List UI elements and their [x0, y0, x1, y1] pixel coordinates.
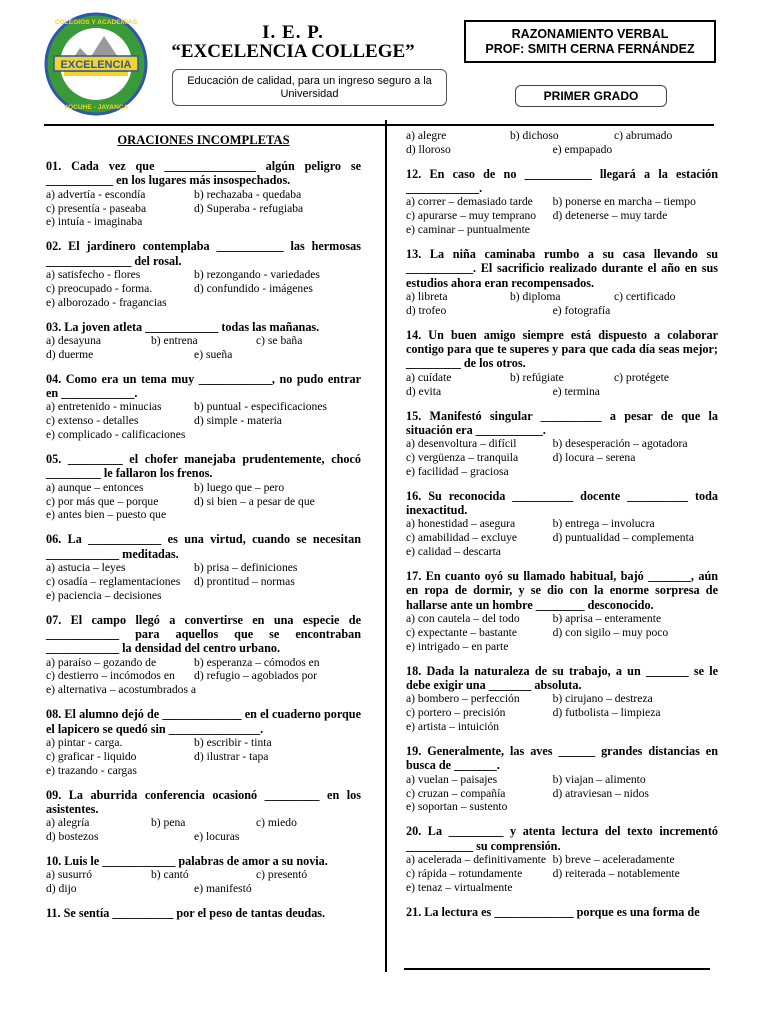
answer-option: c) apurarse – muy temprano: [406, 209, 537, 223]
question-item: [46, 707, 361, 777]
answer-option: a) correr – demasiado tarde: [406, 195, 533, 209]
answer-option: a) honestidad – asegura: [406, 517, 516, 531]
question-stem: 20. La _________ y atenta lectura del texto incrementó ___________ su comprensión.: [406, 824, 718, 853]
option-row: [406, 385, 718, 399]
question-item: [406, 129, 718, 157]
answer-option: e) alternativa – acostumbrados a: [46, 683, 197, 697]
answer-option: c) graficar - liquido: [46, 749, 137, 763]
answer-option: a) cuídate: [406, 370, 452, 384]
answer-options: [406, 290, 718, 318]
option-row: [406, 881, 718, 895]
answer-options: [406, 129, 718, 157]
option-row: [46, 561, 361, 575]
answer-option: e) termina: [552, 384, 600, 398]
option-row: [46, 202, 361, 216]
answer-option: e) caminar – puntualmente: [406, 223, 530, 237]
answer-option: b) entrena: [151, 333, 198, 347]
answer-options: [406, 612, 718, 654]
logo-band-text: EXCELENCIA: [60, 59, 132, 71]
answer-options: [406, 773, 718, 815]
option-row: [46, 656, 361, 670]
answer-option: e) manifestó: [194, 882, 252, 896]
answer-option: d) bostezos: [46, 830, 99, 844]
answer-option: d) simple - materia: [194, 414, 282, 428]
question-stem: 12. En caso de no ___________ llegará a la estación ____________.: [406, 166, 718, 196]
answer-option: c) presentó: [256, 868, 308, 882]
answer-option: e) alborozado - fragancias: [46, 295, 167, 309]
question-item: [46, 788, 361, 844]
left-column: [46, 129, 361, 930]
answer-option: d) con sigilo – muy poco: [552, 625, 669, 639]
teacher-name: PROF: SMITH CERNA FERNÁNDEZ: [485, 42, 695, 56]
answer-option: b) entrega – involucra: [552, 517, 655, 531]
answer-option: d) lloroso: [406, 142, 451, 156]
question-item: [406, 744, 718, 814]
answer-option: b) cantó: [151, 868, 189, 882]
answer-option: d) duerme: [46, 347, 94, 361]
course-name: RAZONAMIENTO VERBAL: [511, 27, 669, 41]
answer-option: c) presentía - paseaba: [46, 201, 147, 215]
option-row: [406, 129, 718, 143]
option-row: [406, 692, 718, 706]
option-row: [46, 736, 361, 750]
answer-options: [46, 188, 361, 230]
answer-option: b) prisa – definiciones: [194, 560, 298, 574]
question-item: [46, 372, 361, 442]
question-stem: 15. Manifestó singular __________ a pesar de que la situación era ___________.: [406, 408, 718, 437]
answer-option: d) reiterada – notablemente: [552, 866, 680, 880]
question-item: [406, 328, 718, 399]
question-stem: 07. El campo llegó a convertirse en una especie de ____________ para aquellos que se encontraban ____________ la densidad del centro urbano.: [46, 612, 361, 656]
answer-option: b) aprisa – enteramente: [552, 612, 662, 626]
answer-option: a) acelerada – definitivamente: [406, 852, 547, 866]
question-stem: 09. La aburrida conferencia ocasionó _________ en los asistentes.: [46, 787, 361, 816]
answer-option: a) desenvoltura – difícil: [406, 437, 517, 451]
option-row: [46, 589, 361, 603]
option-row: [406, 720, 718, 734]
answer-option: a) libreta: [406, 290, 448, 304]
answer-option: d) detenerse – muy tarde: [552, 209, 668, 223]
option-row: [46, 669, 361, 683]
answer-option: e) artista – intuición: [406, 720, 500, 734]
option-row: [406, 545, 718, 559]
answer-option: d) si bien – a pesar de que: [194, 494, 315, 508]
answer-option: c) certificado: [614, 290, 676, 304]
answer-option: a) desayuna: [46, 333, 102, 347]
option-row: [46, 508, 361, 522]
question-stem: 11. Se sentía __________ por el peso de tantas deudas.: [46, 906, 326, 921]
answer-option: d) futbolista – limpieza: [552, 706, 661, 720]
question-item: [46, 159, 361, 229]
option-row: [406, 465, 718, 479]
answer-option: c) se baña: [256, 333, 303, 347]
answer-option: d) ilustrar - tapa: [194, 749, 269, 763]
answer-option: d) Superaba - refugiaba: [194, 201, 304, 215]
answer-option: c) rápida – rotundamente: [406, 866, 523, 880]
answer-option: e) empapado: [552, 142, 613, 156]
answer-option: e) trazando - cargas: [46, 763, 137, 777]
answer-option: a) alegre: [406, 129, 447, 142]
answer-option: b) desesperación – agotadora: [552, 437, 688, 451]
option-row: [46, 282, 361, 296]
option-row: [46, 296, 361, 310]
answer-option: d) locura – serena: [552, 451, 636, 465]
option-row: [46, 334, 361, 348]
option-row: [406, 800, 718, 814]
answer-options: [46, 334, 361, 362]
answer-option: b) ponerse en marcha – tiempo: [552, 195, 696, 209]
question-item: [46, 532, 361, 602]
option-row: [406, 195, 718, 209]
answer-option: a) susurró: [46, 868, 93, 882]
answer-option: e) complicado - calificaciones: [46, 428, 186, 442]
question-item: [406, 167, 718, 237]
answer-option: c) por más que – porque: [46, 494, 159, 508]
option-row: [406, 773, 718, 787]
answer-option: b) viajan – alimento: [552, 772, 646, 786]
answer-options: [46, 656, 361, 698]
answer-options: [406, 195, 718, 237]
answer-option: e) tenaz – virtualmente: [406, 880, 513, 894]
answer-option: e) locuras: [194, 830, 240, 844]
answer-options: [46, 736, 361, 778]
question-stem: 03. La joven atleta ____________ todas las mañanas.: [46, 319, 320, 334]
option-row: [46, 882, 361, 896]
option-row: [406, 290, 718, 304]
question-item: [406, 664, 718, 734]
answer-option: c) miedo: [256, 816, 297, 830]
question-item: [46, 320, 361, 362]
option-row: [406, 626, 718, 640]
answer-option: a) pintar - carga.: [46, 735, 123, 749]
answer-option: c) preocupado - forma.: [46, 281, 153, 295]
question-item: [46, 854, 361, 896]
answer-option: b) dichoso: [510, 129, 559, 142]
answer-option: b) puntual - especificaciones: [194, 400, 327, 414]
question-item: [46, 906, 361, 920]
answer-option: c) cruzan – compañía: [406, 786, 506, 800]
question-item: [406, 489, 718, 559]
option-row: [46, 868, 361, 882]
answer-option: a) astucia – leyes: [46, 560, 126, 574]
question-stem: 14. Un buen amigo siempre está dispuesto a colaborar contigo para que te superes y para que cada día seas mejor; _________ de los otros.: [406, 327, 718, 371]
answer-option: a) aunque – entonces: [46, 480, 144, 494]
answer-options: [406, 692, 718, 734]
course-box: [464, 20, 716, 63]
grade-box: PRIMER GRADO: [515, 85, 667, 107]
option-row: [406, 531, 718, 545]
answer-option: a) vuelan – paisajes: [406, 772, 498, 786]
option-row: [46, 816, 361, 830]
option-row: [406, 612, 718, 626]
option-row: [46, 575, 361, 589]
answer-option: d) evita: [406, 384, 442, 398]
answer-option: e) antes bien – puesto que: [46, 508, 167, 522]
question-item: [406, 409, 718, 479]
answer-option: c) osadía – reglamentaciones: [46, 574, 181, 588]
answer-option: b) refúgiate: [510, 370, 564, 384]
answer-option: e) paciencia – decisiones: [46, 588, 162, 602]
answer-option: e) intrigado – en parte: [406, 639, 509, 653]
answer-option: b) pena: [151, 816, 186, 830]
answer-option: d) refugio – agobiados por: [194, 669, 318, 683]
answer-options: [46, 268, 361, 310]
option-row: [46, 188, 361, 202]
school-slogan: Educación de calidad, para un ingreso seguro a la Universidad: [172, 69, 447, 106]
answer-option: b) escribir - tinta: [194, 735, 272, 749]
answer-options: [406, 853, 718, 895]
option-row: [406, 371, 718, 385]
answer-options: [46, 868, 361, 896]
answer-option: c) portero – precisión: [406, 706, 506, 720]
question-stem: 04. Como era un tema muy ____________, no pudo entrar en ____________.: [46, 371, 361, 401]
question-stem: 19. Generalmente, las aves ______ grandes distancias en busca de _______.: [406, 744, 718, 773]
answer-option: b) diploma: [510, 290, 561, 304]
option-row: [46, 750, 361, 764]
option-row: [406, 867, 718, 881]
option-row: [406, 640, 718, 654]
option-row: [406, 853, 718, 867]
option-row: [46, 268, 361, 282]
answer-option: e) sueña: [194, 347, 233, 361]
answer-option: c) extenso - detalles: [46, 414, 139, 428]
answer-option: d) dijo: [46, 882, 77, 896]
answer-option: d) puntualidad – complementa: [552, 531, 694, 545]
logo-top-text: COLEGIOS Y ACADEMIAS: [54, 19, 138, 26]
answer-options: [406, 371, 718, 399]
question-stem: 10. Luis le ____________ palabras de amor a su novia.: [46, 854, 328, 868]
column-divider: [385, 120, 387, 972]
option-row: [46, 348, 361, 362]
answer-options: [46, 400, 361, 442]
answer-option: e) intuía - imaginaba: [46, 215, 143, 229]
answer-option: c) amabilidad – excluye: [406, 531, 518, 545]
question-stem: 05. _________ el chofer manejaba prudentemente, chocó _________ le fallaron los frenos.: [46, 452, 361, 481]
question-item: [406, 824, 718, 894]
answer-option: b) luego que – pero: [194, 480, 285, 494]
bottom-divider: [404, 968, 710, 970]
option-row: [406, 209, 718, 223]
option-row: [46, 215, 361, 229]
school-title-line2: “EXCELENCIA COLLEGE”: [171, 41, 415, 62]
answer-option: a) bombero – perfección: [406, 692, 520, 706]
answer-option: d) confundido - imágenes: [194, 281, 313, 295]
answer-options: [46, 561, 361, 603]
question-stem: 08. El alumno dejó de _____________ en el cuaderno porque el lapicero se quedó sin _______________.: [46, 707, 361, 736]
answer-option: c) vergüenza – tranquila: [406, 451, 519, 465]
answer-option: d) trofeo: [406, 303, 447, 317]
right-column: [406, 129, 718, 929]
option-row: [46, 400, 361, 414]
option-row: [406, 706, 718, 720]
answer-option: e) facilidad – graciosa: [406, 464, 509, 478]
answer-option: a) entretenido - minucias: [46, 400, 162, 414]
answer-option: c) expectante – bastante: [406, 625, 518, 639]
question-item: [46, 239, 361, 309]
question-item: [406, 569, 718, 654]
option-row: [406, 304, 718, 318]
answer-option: a) alegría: [46, 816, 90, 830]
option-row: [46, 414, 361, 428]
question-stem: 16. Su reconocida __________ docente __________ toda inexactitud.: [406, 488, 718, 518]
question-stem: 13. La niña caminaba rumbo a su casa llevando su ___________. El sacrificio realizado durante el año en sus estudios ahora eran recompensados.: [406, 247, 718, 290]
option-row: [46, 830, 361, 844]
logo-bottom-text: YOCUHE - JAYANCA: [63, 104, 129, 111]
answer-options: [46, 481, 361, 523]
answer-options: [406, 437, 718, 479]
answer-option: c) destierro – incómodos en: [46, 669, 175, 683]
answer-option: a) satisfecho - flores: [46, 267, 141, 281]
answer-option: b) rechazaba - quedaba: [194, 187, 302, 201]
option-row: [406, 517, 718, 531]
option-row: [406, 451, 718, 465]
option-row: [406, 223, 718, 237]
question-stem: 02. El jardinero contemplaba ___________ las hermosas ______________ del rosal.: [46, 239, 361, 268]
school-logo: [44, 12, 148, 116]
question-stem: 21. La lectura es _____________ porque es una forma de: [406, 904, 700, 919]
question-stem: 18. Dada la naturaleza de su trabajo, a un _______ se le debe exigir una _______ absoluta.: [406, 663, 718, 693]
option-row: [46, 683, 361, 697]
answer-options: [46, 816, 361, 844]
school-title-line1: I. E. P.: [262, 22, 324, 43]
document-header: [0, 0, 768, 126]
option-row: [406, 437, 718, 451]
answer-option: a) con cautela – del todo: [406, 612, 520, 626]
answer-option: a) advertía - escondía: [46, 187, 146, 201]
question-item: [406, 905, 718, 919]
option-row: [46, 764, 361, 778]
answer-options: [406, 517, 718, 559]
answer-option: e) calidad – descarta: [406, 545, 501, 559]
answer-option: e) soportan – sustento: [406, 800, 508, 814]
option-row: [46, 428, 361, 442]
section-title: ORACIONES INCOMPLETAS: [117, 133, 290, 147]
answer-option: c) protégete: [614, 370, 670, 384]
answer-option: c) abrumado: [614, 129, 673, 142]
answer-option: b) cirujano – destreza: [552, 692, 653, 706]
answer-option: a) paraíso – gozando de: [46, 655, 157, 669]
question-item: [46, 452, 361, 522]
question-item: [406, 247, 718, 318]
answer-option: d) prontitud – normas: [194, 574, 295, 588]
answer-option: b) breve – aceleradamente: [552, 852, 675, 866]
option-row: [406, 143, 718, 157]
answer-option: b) rezongando - variedades: [194, 267, 320, 281]
question-stem: 06. La ____________ es una virtud, cuando se necesitan ____________ meditadas.: [46, 532, 361, 561]
option-row: [46, 495, 361, 509]
answer-option: b) esperanza – cómodos en: [194, 655, 320, 669]
answer-option: d) atraviesan – nidos: [552, 786, 649, 800]
header-divider: [44, 124, 714, 126]
question-stem: 17. En cuanto oyó su llamado habitual, bajó _______, aún en ropa de dormir, y se dio con la enorme sorpresa de hallarse ante un hombre ________ desconocido.: [406, 569, 718, 612]
option-row: [46, 481, 361, 495]
option-row: [406, 787, 718, 801]
question-stem: 01. Cada vez que _______________ algún peligro se ___________ en los lugares más insospechados.: [46, 159, 361, 188]
question-item: [46, 613, 361, 698]
answer-option: e) fotografía: [552, 303, 611, 317]
